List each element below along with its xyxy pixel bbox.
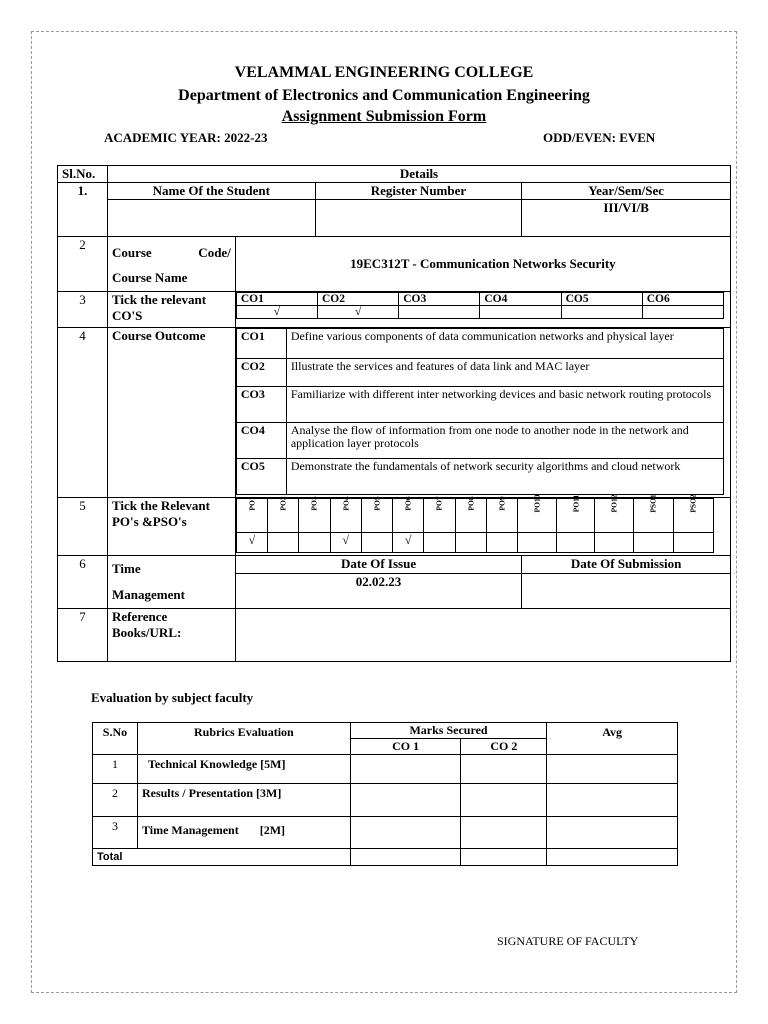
po-label: PO2 [278,496,288,511]
cos-cell [235,292,730,328]
eval-sno: 2 [93,784,138,817]
eval-co1-cell[interactable] [350,784,461,817]
academic-year: ACADEMIC YEAR: 2022-23 [104,130,268,145]
eval-avg-cell[interactable] [547,755,678,784]
outcome-code: CO5 [236,459,286,495]
po-tick[interactable] [424,533,455,553]
po-label: PO12 [609,494,619,513]
po-header [424,496,455,533]
po-label: PO4 [341,496,351,511]
po-tick[interactable]: √ [236,533,267,553]
eval-avg-cell[interactable] [547,817,678,849]
po-tick[interactable] [361,533,392,553]
outcome-code: CO4 [236,423,286,459]
eval-rubric: Technical Knowledge [5M] [137,755,350,784]
time-label-line2: Management [111,587,185,602]
reference-label: Reference Books/URL: [107,609,235,662]
course-outcome-label: Course Outcome [107,328,235,498]
student-name-field[interactable] [107,200,315,237]
co-label: CO5 [561,293,642,306]
form-title: Assignment Submission Form [281,108,487,125]
slno-header: Sl.No. [58,166,108,183]
outcome-text: Define various components of data communication networks and physical layer [286,329,723,359]
pos-cell [235,494,730,556]
po-tick[interactable]: √ [393,533,424,553]
po-header [634,494,674,533]
total-co1-cell[interactable] [350,849,461,866]
po-label: PSO2 [689,494,698,513]
row-number: 6 [58,556,108,609]
co1-header: CO 1 [350,739,461,755]
college-name: VELAMMAL ENGINEERING COLLEGE [234,64,534,81]
eval-co1-cell[interactable] [350,817,461,849]
eval-co2-cell[interactable] [461,755,547,784]
po-tick[interactable] [268,533,299,553]
evaluation-table [92,722,678,866]
evaluation-heading: Evaluation by subject faculty [91,690,254,705]
tick-pos-label: Tick the Relevant PO's &PSO's [107,498,235,556]
details-table [57,165,731,662]
outcome-code: CO3 [236,387,286,423]
po-header [557,494,595,533]
marks-header: Marks Secured [350,723,547,739]
po-header [299,496,330,533]
co-label: CO6 [642,293,723,306]
eval-rubric: Time Management [2M] [137,817,350,849]
register-number-field[interactable] [315,200,522,237]
date-of-issue-label: Date Of Issue [235,556,521,574]
po-tick[interactable] [595,533,634,553]
po-header [361,496,392,533]
total-co2-cell[interactable] [461,849,547,866]
po-header [268,496,299,533]
total-avg-cell[interactable] [547,849,678,866]
eval-rubric: Results / Presentation [3M] [137,784,350,817]
po-header [455,496,486,533]
row-number: 7 [58,609,108,662]
time-label-line1: Time [111,561,141,576]
po-label: PO1 [247,496,257,511]
po-tick[interactable] [557,533,595,553]
po-label: PO11 [571,494,581,513]
date-of-submission-label: Date Of Submission [522,556,731,574]
outcome-code: CO1 [236,329,286,359]
co-tick[interactable]: √ [318,306,399,319]
eval-co2-cell[interactable] [461,784,547,817]
po-tick[interactable] [518,533,557,553]
po-tick[interactable] [674,533,714,553]
po-label: PSO1 [649,494,659,513]
semester-type: ODD/EVEN: EVEN [543,130,656,145]
rubrics-header: Rubrics Evaluation [137,723,350,755]
course-outcome-table [236,328,724,495]
co-tick[interactable] [399,306,480,319]
outcome-text: Demonstrate the fundamentals of network security algorithms and cloud network [286,459,723,495]
eval-sno: 1 [93,755,138,784]
department-name: Department of Electronics and Communication Engineering [178,87,590,104]
po-label: PO3 [309,496,319,511]
row-number: 4 [58,328,108,498]
row-number: 2 [58,237,108,292]
course-code-label-line1: Course Code/ [111,245,231,260]
student-name-label: Name Of the Student [107,183,315,200]
co-tick-table [236,292,724,319]
po-tick[interactable] [486,533,517,553]
course-name-value: 19EC312T - Communication Networks Security [235,237,730,292]
po-header [518,494,557,533]
row-number: 1. [58,183,108,237]
po-label: PO8 [466,496,476,511]
eval-sno: 3 [93,817,138,849]
co-tick[interactable] [561,306,642,319]
po-header [674,494,714,533]
po-tick-table [236,494,714,553]
po-header [236,496,267,533]
co2-header: CO 2 [461,739,547,755]
register-number-label: Register Number [315,183,522,200]
year-sem-sec-value: III/VI/B [522,200,731,237]
po-tick[interactable] [455,533,486,553]
po-header [393,496,424,533]
eval-co1-cell[interactable] [350,755,461,784]
co-label: CO4 [480,293,561,306]
outcome-text: Analyse the flow of information from one node to another node in the network and application layer protocols [286,423,723,459]
course-code-label [107,237,235,292]
date-of-submission-field[interactable] [522,574,731,609]
po-header [486,496,517,533]
course-code-label-line2: Course Name [111,270,188,285]
po-label: PO9 [497,496,507,511]
date-of-issue-value: 02.02.23 [235,574,521,609]
details-header: Details [107,166,730,183]
po-label: PO7 [434,496,444,511]
co-tick[interactable]: √ [236,306,317,319]
faculty-signature-label: SIGNATURE OF FACULTY [497,934,639,948]
po-label: PO10 [532,494,542,513]
eval-co2-cell[interactable] [461,817,547,849]
po-label: PO6 [403,496,413,511]
outcome-code: CO2 [236,359,286,387]
tick-cos-label: Tick the relevant CO'S [107,292,235,328]
po-header [330,496,361,533]
reference-field[interactable] [235,609,730,662]
time-management-label [107,556,235,609]
total-label: Total [93,849,351,866]
co-tick[interactable] [642,306,723,319]
avg-header: Avg [547,723,678,755]
year-sem-sec-label: Year/Sem/Sec [522,183,731,200]
po-label: PO5 [372,496,382,511]
co-label: CO1 [236,293,317,306]
po-tick[interactable] [634,533,674,553]
outcome-text: Familiarize with different inter networking devices and basic network routing protocols [286,387,723,423]
outcome-text: Illustrate the services and features of data link and MAC layer [286,359,723,387]
eval-avg-cell[interactable] [547,784,678,817]
co-tick[interactable] [480,306,561,319]
co-label: CO2 [318,293,399,306]
row-number: 3 [58,292,108,328]
co-label: CO3 [399,293,480,306]
row-number: 5 [58,498,108,556]
outcomes-cell [235,328,730,498]
po-tick[interactable]: √ [330,533,361,553]
po-header [595,494,634,533]
po-tick[interactable] [299,533,330,553]
sno-header: S.No [93,723,138,755]
